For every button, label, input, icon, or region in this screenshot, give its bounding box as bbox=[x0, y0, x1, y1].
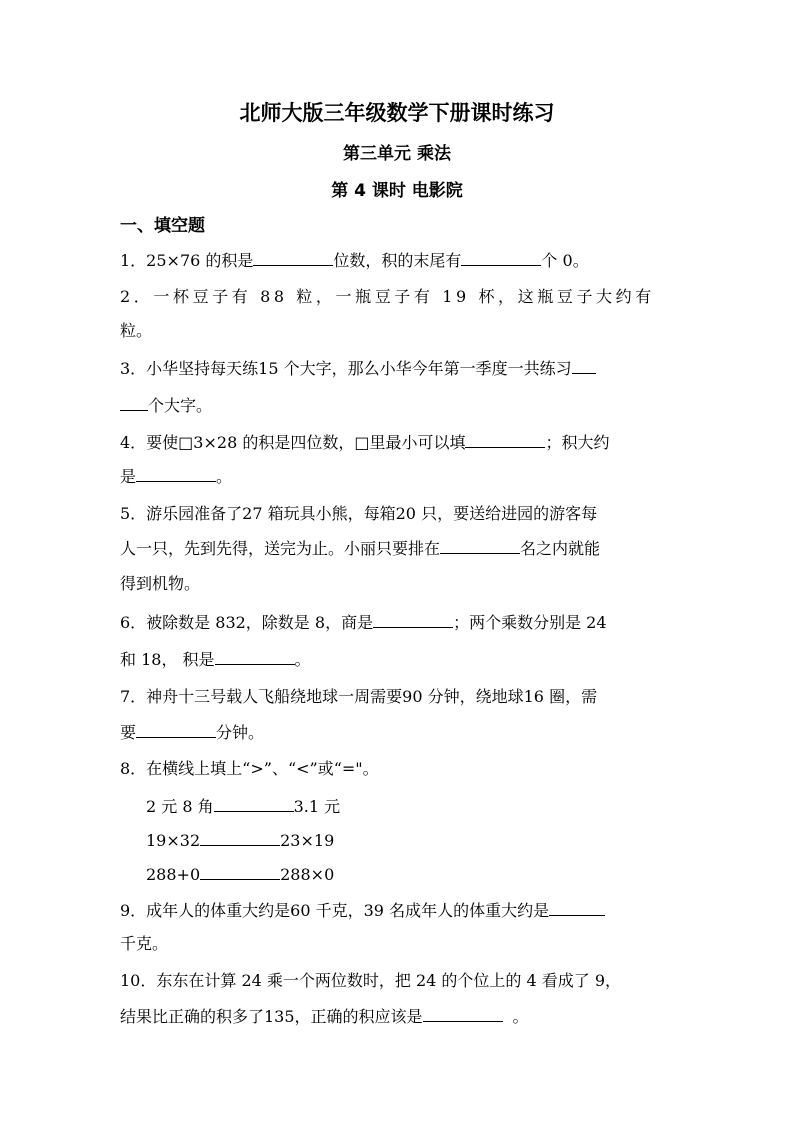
q7-text-b: 分钟。 bbox=[216, 723, 265, 742]
q6-text-c: 和 18， 积是 bbox=[120, 650, 215, 669]
q1-text-b: 位数，积的末尾有 bbox=[333, 251, 462, 270]
question-8 bbox=[120, 758, 676, 780]
q3-text-b: 个大字。 bbox=[148, 396, 213, 415]
q6-text-d: 。 bbox=[294, 650, 311, 669]
q8-row-1-blank[interactable] bbox=[214, 795, 294, 812]
q7-blank[interactable] bbox=[136, 721, 216, 738]
q2-line-1: 2．一杯豆子有 88 粒，一瓶豆子有 19 杯，这瓶豆子大约有 bbox=[120, 287, 655, 306]
q8-row-3 bbox=[146, 863, 702, 886]
q8-row-3-left: 288+0 bbox=[146, 865, 201, 884]
q5-blank[interactable] bbox=[440, 537, 520, 554]
q8-row-3-blank[interactable] bbox=[200, 863, 280, 880]
question-7-cont bbox=[120, 721, 676, 744]
q8-row-2-blank[interactable] bbox=[200, 829, 280, 846]
q6-text-b: ；两个乘数分别是 24 bbox=[453, 613, 607, 632]
question-10 bbox=[120, 970, 676, 992]
q1-blank-1[interactable] bbox=[253, 249, 333, 266]
question-2 bbox=[120, 286, 676, 308]
q10-line-1: 10．东东在计算 24 乘一个两位数时，把 24 的个位上的 4 看成了 9， bbox=[120, 971, 622, 990]
q9-blank[interactable] bbox=[549, 899, 605, 916]
q10-text-a: 结果比正确的积多了135，正确的积应该是 bbox=[120, 1007, 423, 1026]
q6-blank-1[interactable] bbox=[373, 611, 453, 628]
question-2-cont bbox=[120, 320, 676, 342]
q2-line-2: 粒。 bbox=[120, 321, 153, 340]
question-10-cont bbox=[120, 1005, 676, 1028]
question-5-line-2 bbox=[120, 537, 676, 560]
q1-text-a: 1．25×76 的积是 bbox=[120, 251, 254, 270]
q3-text-a: 3．小华坚持每天练15 个大字，那么小华今年第一季度一共练习 bbox=[120, 359, 572, 378]
q8-row-1-right: 3.1 元 bbox=[293, 797, 341, 816]
q8-row-1-left: 2 元 8 角 bbox=[146, 797, 214, 816]
section-heading: 一、填空题 bbox=[120, 216, 205, 236]
question-7 bbox=[120, 686, 676, 708]
q4-blank-1[interactable] bbox=[465, 431, 545, 448]
question-3-cont bbox=[120, 394, 676, 417]
question-6 bbox=[120, 611, 676, 634]
question-1 bbox=[120, 249, 676, 272]
question-5 bbox=[120, 503, 676, 525]
q7-line-1: 7．神舟十三号载人飞船绕地球一周需要90 分钟，绕地球16 圈，需 bbox=[120, 687, 598, 706]
q8-row-2-left: 19×32 bbox=[146, 831, 201, 850]
q7-text-a: 要 bbox=[120, 723, 137, 742]
q8-row-2-right: 23×19 bbox=[280, 831, 335, 850]
worksheet-title: 北师大版三年级数学下册课时练习 bbox=[239, 101, 555, 125]
question-6-cont bbox=[120, 648, 676, 671]
q3-blank-part-2[interactable] bbox=[120, 394, 148, 411]
q3-blank-part-1[interactable] bbox=[572, 357, 596, 374]
question-3 bbox=[120, 357, 676, 380]
q4-blank-2[interactable] bbox=[136, 465, 216, 482]
question-4 bbox=[120, 431, 676, 454]
q8-row-1 bbox=[146, 795, 702, 818]
q5-text-a: 人一只，先到先得，送完为止。小丽只要排在 bbox=[120, 539, 441, 558]
q1-text-c: 个 0。 bbox=[541, 251, 589, 270]
q9-text-a: 9．成年人的体重大约是60 千克，39 名成年人的体重大约是 bbox=[120, 901, 550, 920]
question-5-line-3 bbox=[120, 573, 676, 595]
q5-line-1: 5．游乐园准备了27 箱玩具小熊，每箱20 只，要送给进园的游客每 bbox=[120, 504, 598, 523]
q6-text-a: 6．被除数是 832，除数是 8，商是 bbox=[120, 613, 374, 632]
q10-text-b: 。 bbox=[512, 1007, 529, 1026]
lesson-heading: 第 4 课时 电影院 bbox=[331, 181, 463, 201]
q8-row-3-right: 288×0 bbox=[280, 865, 335, 884]
question-9 bbox=[120, 899, 676, 922]
q6-blank-2[interactable] bbox=[215, 648, 295, 665]
q5-text-b: 名之内就能 bbox=[520, 539, 601, 558]
q5-line-3: 得到机物。 bbox=[120, 574, 201, 593]
q4-text-c: 是 bbox=[120, 467, 137, 486]
q8-row-2 bbox=[146, 829, 702, 852]
question-9-cont bbox=[120, 933, 676, 955]
q4-text-a: 4．要使□3×28 的积是四位数，□里最小可以填 bbox=[120, 433, 466, 452]
q4-text-d: 。 bbox=[216, 467, 233, 486]
q8-intro: 8．在横线上填上“>”、“<”或“="。 bbox=[120, 759, 379, 778]
q10-blank[interactable] bbox=[423, 1005, 503, 1022]
q9-text-b: 千克。 bbox=[120, 934, 169, 953]
question-4-cont bbox=[120, 465, 676, 488]
q4-text-b: ；积大约 bbox=[545, 433, 610, 452]
q1-blank-2[interactable] bbox=[461, 249, 541, 266]
unit-heading: 第三单元 乘法 bbox=[343, 144, 451, 164]
